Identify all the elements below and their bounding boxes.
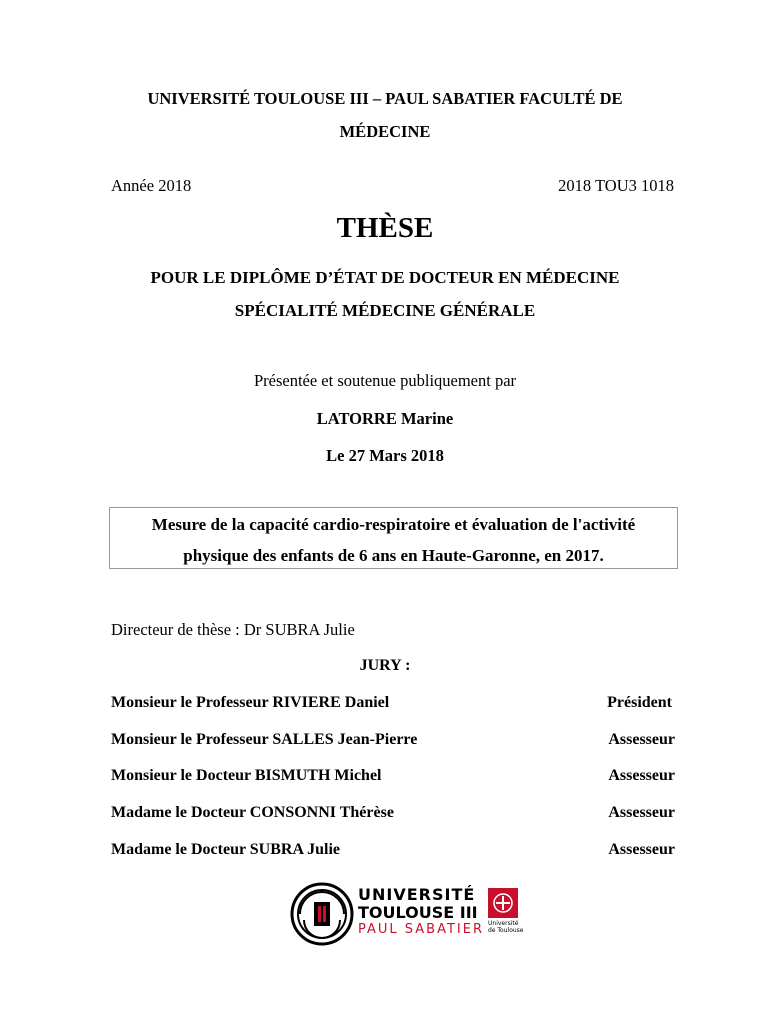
jury-member-role: Président [607, 694, 672, 711]
jury-row [111, 731, 675, 749]
jury-member-role: Assesseur [608, 804, 675, 821]
jury-member-name: Monsieur le Docteur BISMUTH Michel [111, 767, 382, 784]
university-line-2: MÉDECINE [339, 122, 431, 141]
logo-text-line-3: PAUL SABATIER [358, 922, 485, 937]
year-label: Année 2018 [111, 176, 192, 195]
thesis-reference: 2018 TOU3 1018 [558, 176, 674, 195]
university-logo [286, 880, 526, 950]
jury-member-name: Madame le Docteur CONSONNI Thérèse [111, 804, 394, 821]
thesis-subject-box [109, 507, 678, 569]
document-title: THÈSE [336, 212, 434, 244]
logo-text-line-1: UNIVERSITÉ [358, 885, 476, 904]
jury-member-role: Assesseur [608, 841, 675, 858]
specialty-line: SPÉCIALITÉ MÉDECINE GÉNÉRALE [234, 301, 536, 320]
university-line-1: UNIVERSITÉ TOULOUSE III – PAUL SABATIER FACULTÉ DE [147, 89, 623, 108]
jury-row [111, 767, 675, 785]
jury-member-name: Monsieur le Professeur SALLES Jean-Pierre [111, 731, 418, 748]
thesis-director: Directeur de thèse : Dr SUBRA Julie [111, 620, 355, 639]
university-seal-icon [290, 882, 354, 946]
jury-member-role: Assesseur [608, 731, 675, 748]
toulouse-cross-icon [488, 888, 518, 918]
diploma-line: POUR LE DIPLÔME D’ÉTAT DE DOCTEUR EN MÉDECINE [150, 268, 620, 287]
logo-small-text: Université de Toulouse [488, 920, 524, 934]
jury-row [111, 841, 675, 859]
jury-member-name: Monsieur le Professeur RIVIERE Daniel [111, 694, 390, 711]
university-header [0, 82, 770, 148]
jury-heading: JURY : [359, 657, 411, 674]
defense-date: Le 27 Mars 2018 [326, 446, 444, 465]
thesis-subject-line-2: physique des enfants de 6 ans en Haute-Garonne, en 2017. [183, 546, 604, 565]
jury-member-name: Madame le Docteur SUBRA Julie [111, 841, 341, 858]
jury-row [111, 804, 675, 822]
author-name: LATORRE Marine [316, 409, 454, 428]
jury-row [111, 694, 675, 712]
logo-text-line-2: TOULOUSE III [358, 903, 478, 922]
jury-member-role: Assesseur [608, 767, 675, 784]
thesis-subject-line-1: Mesure de la capacité cardio-respiratoire et évaluation de l'activité [151, 515, 636, 534]
presented-by-line: Présentée et soutenue publiquement par [253, 371, 517, 390]
